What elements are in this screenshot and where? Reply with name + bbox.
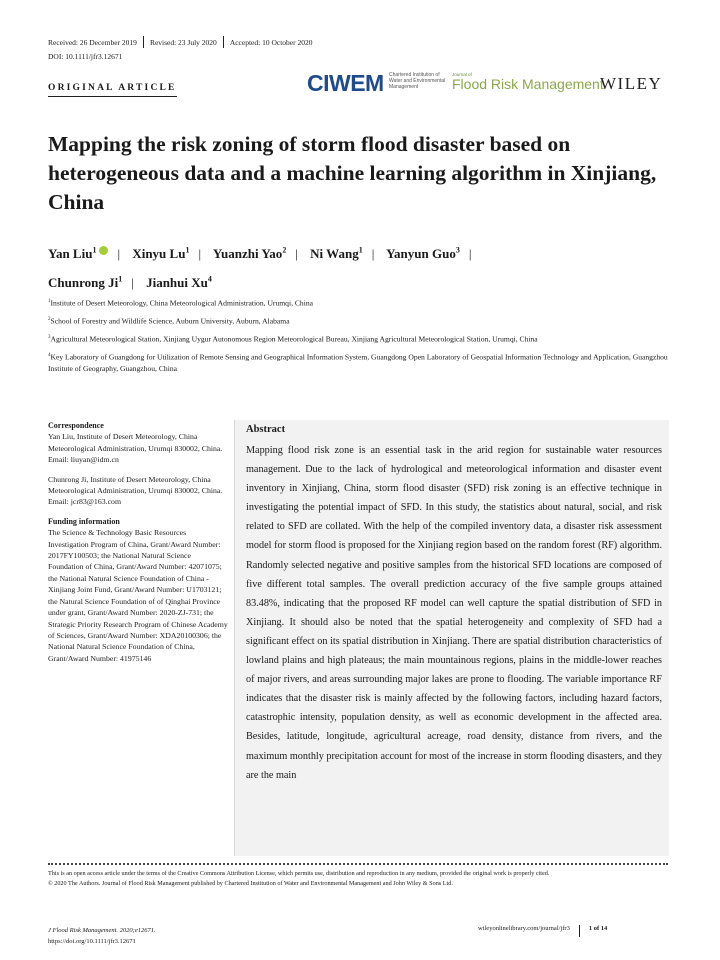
revised-date: Revised: 23 July 2020 — [149, 37, 217, 47]
affiliation: $^4$Key Laboratory of Guangdong for Utilization of Remote Sensing and Geographical Information System, Guangdong Open Laboratory of Geospatial Information Technology and Application, Guangzhou Institute of Geography, Guangzhou, China — [48, 352, 668, 374]
correspondence-heading: Correspondence — [48, 421, 104, 430]
license-line: This is an open access article under the terms of the Creative Commons Attribution License, which permits use, distribution and reproduction in any medium, provided the original work is properly cited. — [48, 870, 550, 877]
author-list — [48, 238, 678, 295]
separator: | — [371, 246, 375, 262]
article-type: ORIGINAL ARTICLE — [48, 83, 177, 97]
author[interactable]: Ni Wang$^1$ — [310, 246, 363, 262]
footer-citation — [48, 925, 156, 947]
funding-heading: Funding information — [48, 516, 120, 526]
journal-logo: Flood Risk Management — [452, 76, 604, 92]
journal-logo-prefix: Journal of — [452, 72, 472, 77]
footer-divider — [48, 863, 668, 865]
page-number: 1 of 14 — [588, 925, 608, 932]
divider — [143, 36, 144, 48]
author[interactable]: Yanyun Guo$^3$ — [386, 246, 460, 262]
abstract-heading: Abstract — [246, 424, 286, 435]
affiliation: $^2$School of Forestry and Wildlife Science, Auburn University, Auburn, Alabama — [48, 316, 290, 326]
article-title: Mapping the risk zoning of storm flood disaster based on heterogeneous data and a machine learning algorithm in Xinjiang, China — [48, 132, 657, 214]
ciwem-logo: CIWEM — [307, 70, 384, 96]
author[interactable]: Xinyu Lu$^1$ — [132, 246, 190, 262]
correspondence-entry: Chunrong Ji, Institute of Desert Meteorology, China Meteorological Administration, Urumqi 830002, China. Email: jcr83@163.com — [48, 474, 223, 507]
orcid-icon[interactable] — [99, 246, 108, 255]
journal-url[interactable]: wileyonlinelibrary.com/journal/jfr3 — [478, 925, 570, 932]
received-date: Received: 26 December 2019 — [48, 37, 137, 47]
affiliation: $^1$Institute of Desert Meteorology, China Meteorological Administration, Urumqi, China — [48, 298, 313, 308]
author[interactable]: Yuanzhi Yao$^2$ — [212, 246, 287, 262]
citation-text: J Flood Risk Management. 2020;e12671. — [48, 927, 156, 934]
author[interactable]: Chunrong Ji$^1$ — [48, 274, 123, 290]
author[interactable]: Jianhui Xu$^4$ — [146, 274, 212, 290]
footer-page-info — [478, 925, 607, 937]
accepted-date: Accepted: 10 October 2020 — [229, 37, 313, 47]
doi-link[interactable]: https://doi.org/10.1111/jfr3.12671 — [48, 938, 136, 945]
affiliations — [48, 296, 678, 380]
wiley-logo: WILEY — [600, 74, 663, 93]
correspondence-entry: Yan Liu, Institute of Desert Meteorology, China Meteorological Administration, Urumqi 830002, China. Email: liuyan@idm.cn — [48, 432, 223, 465]
license-notice — [48, 869, 668, 888]
separator: | — [295, 246, 298, 262]
separator: | — [468, 246, 472, 262]
doi[interactable]: DOI: 10.1111/jfr3.12671 — [48, 52, 123, 61]
separator: | — [131, 274, 134, 290]
sidebar-info — [48, 420, 228, 672]
divider — [579, 925, 580, 937]
ciwem-logo-subtext: Chartered Institution of Water and Environmental Management — [389, 72, 446, 90]
abstract-text: Mapping flood risk zone is an essential task in the arid region for sustainable water resources management. Due to the lack of hydrological and meteorological information and disaster event inventory in Xinjiang, China, storm flood disaster (SFD) risk zoning is an effective technique in investigating the potential impact of SFD. In this study, the statistics about natural, social, and risk related to SFD are collated. With the help of the compiled inventory data, a disaster risk assessment model for storm flood is proposed for the Xinjiang region based on the random forest (RF) algorithm. Randomly selected negative and positive samples from the historical SFD locations are composed of five different total samples. The overall prediction accuracy of the five sample groups attained 83.48%, indicating that the proposed RF model can well capture the spatial distribution of SFD in Xinjiang. It should also be noted that the spatial heterogeneity and complexity of SFD had a significant effect on its spatial distribution in Xinjiang. There are spatial distribution characteristics of lowland plains and high plateaus; the main mountainous regions, plains in the middle-lower reaches of major rivers, and areas surrounding major lakes are prone to flooding. The variable importance RF indicates that the disaster risk is mainly affected by the following factors, including hazard factors, catastrophic intensity, population density, as well as economic development in the affected area. Besides, latitude, longitude, agricultural acreage, road density, distance from rivers, and the maximum monthly precipitation account for most of the increase in storm flooding disasters, and they are the main — [246, 445, 662, 781]
copyright-line: © 2020 The Authors. Journal of Flood Risk Management published by Chartered Institution of Water and Environmental Management and John Wiley & Sons Ltd. — [48, 879, 453, 887]
author[interactable]: Yan Liu$^1$ — [48, 246, 97, 262]
separator: | — [117, 246, 121, 262]
separator: | — [198, 246, 202, 262]
article-dates — [48, 36, 313, 48]
divider — [223, 36, 224, 48]
affiliation: $^3$Agricultural Meteorological Station, Xinjiang Uygur Autonomous Region Meteorological Bureau, Xinjiang Agricultural Meteorological Station, Urumqi, China — [48, 334, 538, 344]
funding-text: The Science & Technology Basic Resources Investigation Program of China, Grant/Award Number: 2017FY100503; the National Natural Science Foundation of China, Grant/Award Number: 42071075; the National Natural Science Foundation of China - Xinjiang Joint Fund, Grant/Award Number: U1703121; the Natural Science Foundation of of Qinghai Province under grant, Grant/Award Number: 2020-ZJ-731; the Strategic Priority Research Program of Chinese Academy of Sciences, Grant/Award Number: XDA20100306; the National Natural Science Foundation of China, Grant/Award Number: 41975146 — [48, 528, 228, 663]
